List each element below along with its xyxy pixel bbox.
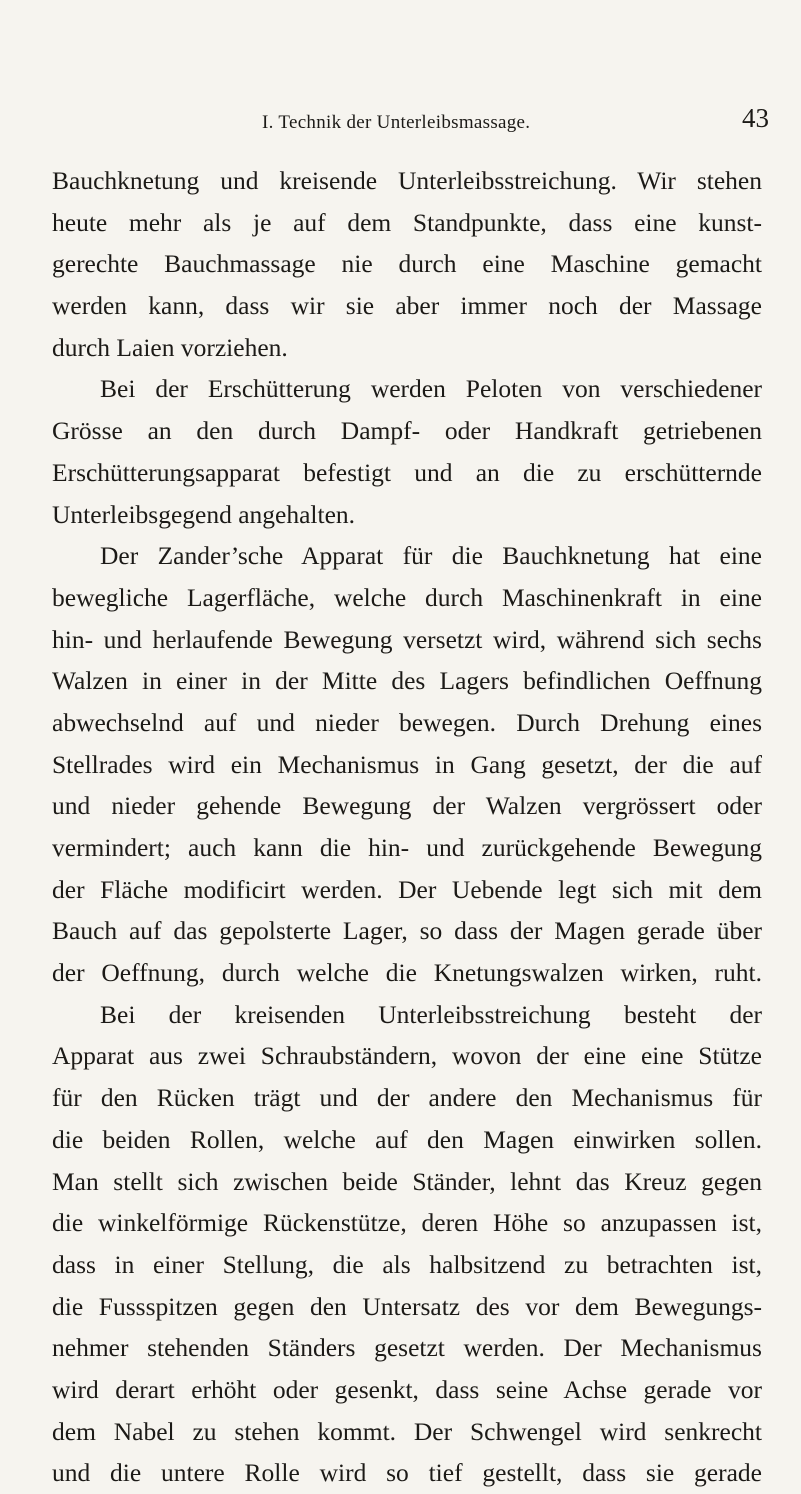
page-number: 43 xyxy=(742,103,769,133)
paragraph-start-line: Bei der Erschütterung werden Peloten von verschiedener xyxy=(100,374,762,404)
text-line: dem Nabel zu stehen kommt. Der Schwengel wird senkrecht xyxy=(52,1416,762,1446)
running-head: I. Technik der Unterleibsmassage. xyxy=(262,112,531,133)
text-line: die beiden Rollen, welche auf den Magen einwirken sollen. xyxy=(52,1124,762,1154)
text-line: werden kann, dass wir sie aber immer noch der Massage xyxy=(52,291,762,321)
text-line: bewegliche Lagerfläche, welche durch Maschinenkraft in eine xyxy=(52,582,762,612)
text-line: dass in einer Stellung, die als halbsitzend zu betrachten ist, xyxy=(52,1249,762,1279)
text-line: für den Rücken trägt und der andere den Mechanismus für xyxy=(52,1083,762,1113)
text-line: Walzen in einer in der Mitte des Lagers befindlichen Oeffnung xyxy=(52,666,762,696)
text-line: Apparat aus zwei Schraubständern, wovon der eine eine Stütze xyxy=(52,1041,762,1071)
text-line: Grösse an den durch Dampf- oder Handkraft getriebenen xyxy=(52,416,762,446)
text-line: die Fussspitzen gegen den Untersatz des vor dem Bewegungs- xyxy=(52,1291,762,1321)
text-line: und nieder gehende Bewegung der Walzen vergrössert oder xyxy=(52,791,762,821)
paragraph-start-line: Der Zander’sche Apparat für die Bauchknetung hat eine xyxy=(100,541,762,571)
paragraph-start-line: Bei der kreisenden Unterleibsstreichung besteht der xyxy=(100,999,762,1029)
text-line: abwechselnd auf und nieder bewegen. Durch Drehung eines xyxy=(52,707,762,737)
text-line: wird derart erhöht oder gesenkt, dass seine Achse gerade vor xyxy=(52,1374,762,1404)
text-line: Bauchknetung und kreisende Unterleibsstreichung. Wir stehen xyxy=(52,166,762,195)
paragraph-end-line: der Oeffnung, durch welche die Knetungswalzen wirken, ruht. xyxy=(52,958,762,988)
text-line: und die untere Rolle wird so tief gestellt, dass sie gerade xyxy=(52,1458,762,1488)
text-line: Bauch auf das gepolsterte Lager, so dass der Magen gerade über xyxy=(52,916,762,946)
body-text xyxy=(52,160,762,1494)
text-line: hin- und herlaufende Bewegung versetzt wird, während sich sechs xyxy=(52,624,762,654)
text-line: Man stellt sich zwischen beide Ständer, lehnt das Kreuz gegen xyxy=(52,1166,762,1196)
paragraph-end-line: Unterleibsgegend angehalten. xyxy=(52,499,356,529)
text-line: Stellrades wird ein Mechanismus in Gang gesetzt, der die auf xyxy=(52,749,762,779)
text-line: vermindert; auch kann die hin- und zurückgehende Bewegung xyxy=(52,833,762,862)
paragraph-end-line: durch Laien vorziehen. xyxy=(52,332,288,362)
text-line: der Fläche modificirt werden. Der Uebende legt sich mit dem xyxy=(52,874,762,904)
text-line: die winkelförmige Rückenstütze, deren Höhe so anzupassen ist, xyxy=(52,1208,762,1238)
text-line: nehmer stehenden Ständers gesetzt werden. Der Mechanismus xyxy=(52,1333,762,1363)
text-line: Erschütterungsapparat befestigt und an die zu erschütternde xyxy=(52,457,762,487)
text-line: gerechte Bauchmassage nie durch eine Maschine gemacht xyxy=(52,249,762,279)
text-line: heute mehr als je auf dem Standpunkte, dass eine kunst- xyxy=(52,207,762,237)
